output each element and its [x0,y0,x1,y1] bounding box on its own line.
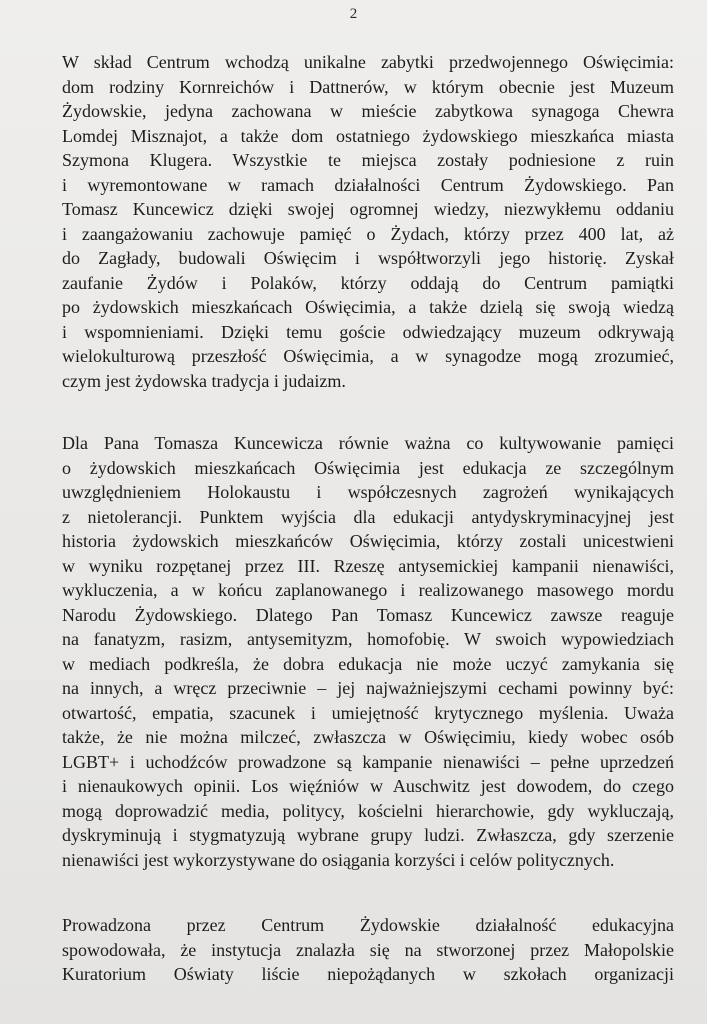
text-line: z nietolerancji. Punktem wyjścia dla edukacji antydyskryminacyjnej jest [62,506,674,527]
text-line: w mediach podkreśla, że dobra edukacja nie może uczyć zamykania się [62,653,674,674]
text-line: po żydowskich mieszkańcach Oświęcimia, a także dzielą się swoją wiedzą [62,297,674,317]
text-line: historia żydowskich mieszkańców Oświęcimia, którzy zostali unicestwieni [62,531,674,551]
text-line: Dla Pana Tomasza Kuncewicza równie ważna co kultywowanie pamięci [62,433,674,453]
text-line: Lomdej Misznajot, a także dom ostatniego żydowskiego mieszkańca miasta [62,125,674,146]
text-line: wielokulturową przeszłość Oświęcimia, a w synagodze mogą zrozumieć, [62,346,674,366]
text-line: o żydowskich mieszkańcach Oświęcimia jest edukacja ze szczególnym [62,457,674,478]
paragraph-3 [62,913,674,987]
text-line: i wspomnieniami. Dzięki temu goście odwiedzający muzeum odkrywają [62,321,674,342]
text-line: czym jest żydowska tradycja i judaizm. [62,370,346,391]
text-line: wykluczenia, a w końcu zaplanowanego i realizowanego masowego mordu [62,580,674,600]
text-line: spowodowała, że instytucja znalazła się na stworzonej przez Małopolskie [62,939,674,960]
text-line: zaufanie Żydów i Polaków, którzy oddają do Centrum pamiątki [62,272,674,293]
text-line: Kuratorium Oświaty liście niepożądanych w szkołach organizacji [62,964,674,984]
page-number: 2 [349,6,358,22]
text-line: Prowadzona przez Centrum Żydowskie działalność edukacyjna [62,915,674,935]
text-line: na innych, a wręcz przeciwnie – jej najważniejszymi cechami powinny być: [62,678,674,698]
text-line: i wyremontowane w ramach działalności Centrum Żydowskiego. Pan [62,174,674,195]
text-line: dom rodziny Kornreichów i Dattnerów, w którym obecnie jest Muzeum [62,76,674,97]
paragraph-2 [62,431,674,872]
text-line: i nienaukowych opinii. Los więźniów w Auschwitz jest dowodem, do czego [62,776,674,796]
text-line: W skład Centrum wchodzą unikalne zabytki przedwojennego Oświęcimia: [62,52,674,72]
text-line: mogą doprowadzić media, politycy, kościelni hierarchowie, gdy wykluczają, [62,800,674,821]
text-line: do Zagłady, budowali Oświęcim i współtworzyli jego historię. Zyskał [62,248,674,268]
text-line: także, że nie można milczeć, zwłaszcza w Oświęcimiu, kiedy wobec osób [62,727,674,747]
text-line: uwzględnieniem Holokaustu i współczesnych zagrożeń wynikających [62,482,674,502]
text-line: Żydowskie, jedyna zachowana w mieście zabytkowa synagoga Chewra [62,101,674,121]
paragraph-1 [62,50,674,393]
text-line: Tomasz Kuncewicz dzięki swojej ogromnej wiedzy, niezwykłemu oddaniu [62,199,674,219]
text-line: Narodu Żydowskiego. Dlatego Pan Tomasz Kuncewicz zawsze reaguje [62,604,674,625]
text-line: i zaangażowaniu zachowuje pamięć o Żydach, którzy przez 400 lat, aż [62,223,674,244]
text-line: nienawiści jest wykorzystywane do osiągania korzyści i celów politycznych. [62,849,615,870]
text-line: otwartość, empatia, szacunek i umiejętność krytycznego myślenia. Uważa [62,702,674,723]
text-line: na fanatyzm, rasizm, antysemityzm, homofobię. W swoich wypowiedziach [62,629,674,649]
text-line: LGBT+ i uchodźców prowadzone są kampanie nienawiści – pełne uprzedzeń [62,751,674,772]
text-line: w wyniku rozpętanej przez III. Rzeszę antysemickiej kampanii nienawiści, [62,555,674,576]
text-line: dyskryminują i stygmatyzują wybrane grupy ludzi. Zwłaszcza, gdy szerzenie [62,825,674,845]
text-line: Szymona Klugera. Wszystkie te miejsca zostały podniesione z ruin [62,150,674,170]
